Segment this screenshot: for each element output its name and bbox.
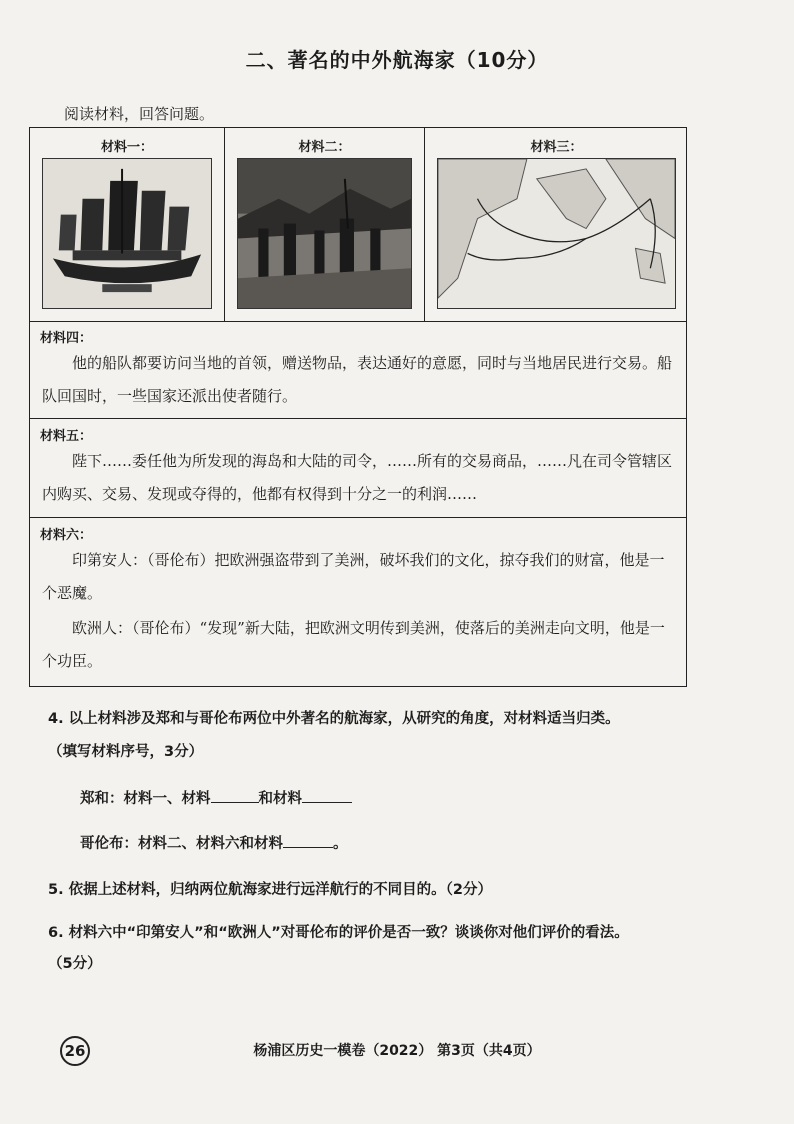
columbus-answer-line <box>80 831 348 853</box>
treasure-ship-image <box>42 158 212 309</box>
material-1-cell <box>30 128 224 321</box>
columbus-end: 。 <box>333 836 348 852</box>
question-4-note: （填写材料序号，3分） <box>48 744 204 760</box>
material-2-cell <box>224 128 424 321</box>
zhenghe-prefix: 郑和：材料一、材料 <box>80 791 211 807</box>
material-4-text: 他的船队都要访问当地的首领，赠送物品，表达通好的意愿，同时与当地居民进行交易。船队回国时，一些国家还派出使者随行。 <box>42 354 673 405</box>
question-6-score: （5分） <box>48 956 102 972</box>
material-6-label: 材料六： <box>40 528 93 543</box>
zhenghe-blank-2[interactable] <box>302 786 352 803</box>
intro-instruction: 阅读材料，回答问题。 <box>64 105 215 123</box>
image-materials-row <box>30 128 686 322</box>
material-4-label: 材料四： <box>40 331 93 346</box>
material-5-row <box>30 419 686 518</box>
columbus-blank[interactable] <box>283 831 333 848</box>
page-badge: 26 <box>60 1036 90 1066</box>
zhenghe-blank-1[interactable] <box>211 786 259 803</box>
materials-table <box>29 127 687 687</box>
material-6-indian-view: 印第安人：（哥伦布）把欧洲强盗带到了美洲，破坏我们的文化，掠夺我们的财富，他是一个恶魔。 <box>42 551 665 602</box>
material-1-label: 材料一： <box>100 140 153 155</box>
zhenghe-middle: 和材料 <box>258 791 302 807</box>
question-4: 4. 以上材料涉及郑和与哥伦布两位中外著名的航海家，从研究的角度，对材料适当归类。 <box>48 711 620 727</box>
landing-engraving-image <box>237 158 412 309</box>
page-footer: 杨浦区历史一模卷（2022） 第3页（共4页） <box>253 1043 541 1059</box>
material-2-label: 材料二： <box>298 140 351 155</box>
zhenghe-answer-line <box>80 786 352 808</box>
material-5-label: 材料五： <box>40 429 93 444</box>
material-6-row <box>30 518 686 685</box>
material-4-row <box>30 321 686 419</box>
section-title: 二、著名的中外航海家（10分） <box>245 48 549 72</box>
question-5: 5. 依据上述材料，归纳两位航海家进行远洋航行的不同目的。（2分） <box>48 882 492 898</box>
columbus-prefix: 哥伦布：材料二、材料六和材料 <box>80 836 283 852</box>
question-6: 6. 材料六中“印第安人”和“欧洲人”对哥伦布的评价是否一致？谈谈你对他们评价的看法。 <box>48 925 629 941</box>
material-3-cell <box>424 128 688 321</box>
route-map-image <box>437 158 676 309</box>
material-5-text: 陛下……委任他为所发现的海岛和大陆的司令，……所有的交易商品，……凡在司令管辖区内购买、交易、发现或夺得的，他都有权得到十分之一的利润…… <box>42 452 673 503</box>
material-6-european-view: 欧洲人：（哥伦布）“发现”新大陆，把欧洲文明传到美洲，使落后的美洲走向文明，他是一个功臣。 <box>42 619 665 670</box>
material-3-label: 材料三： <box>530 140 583 155</box>
